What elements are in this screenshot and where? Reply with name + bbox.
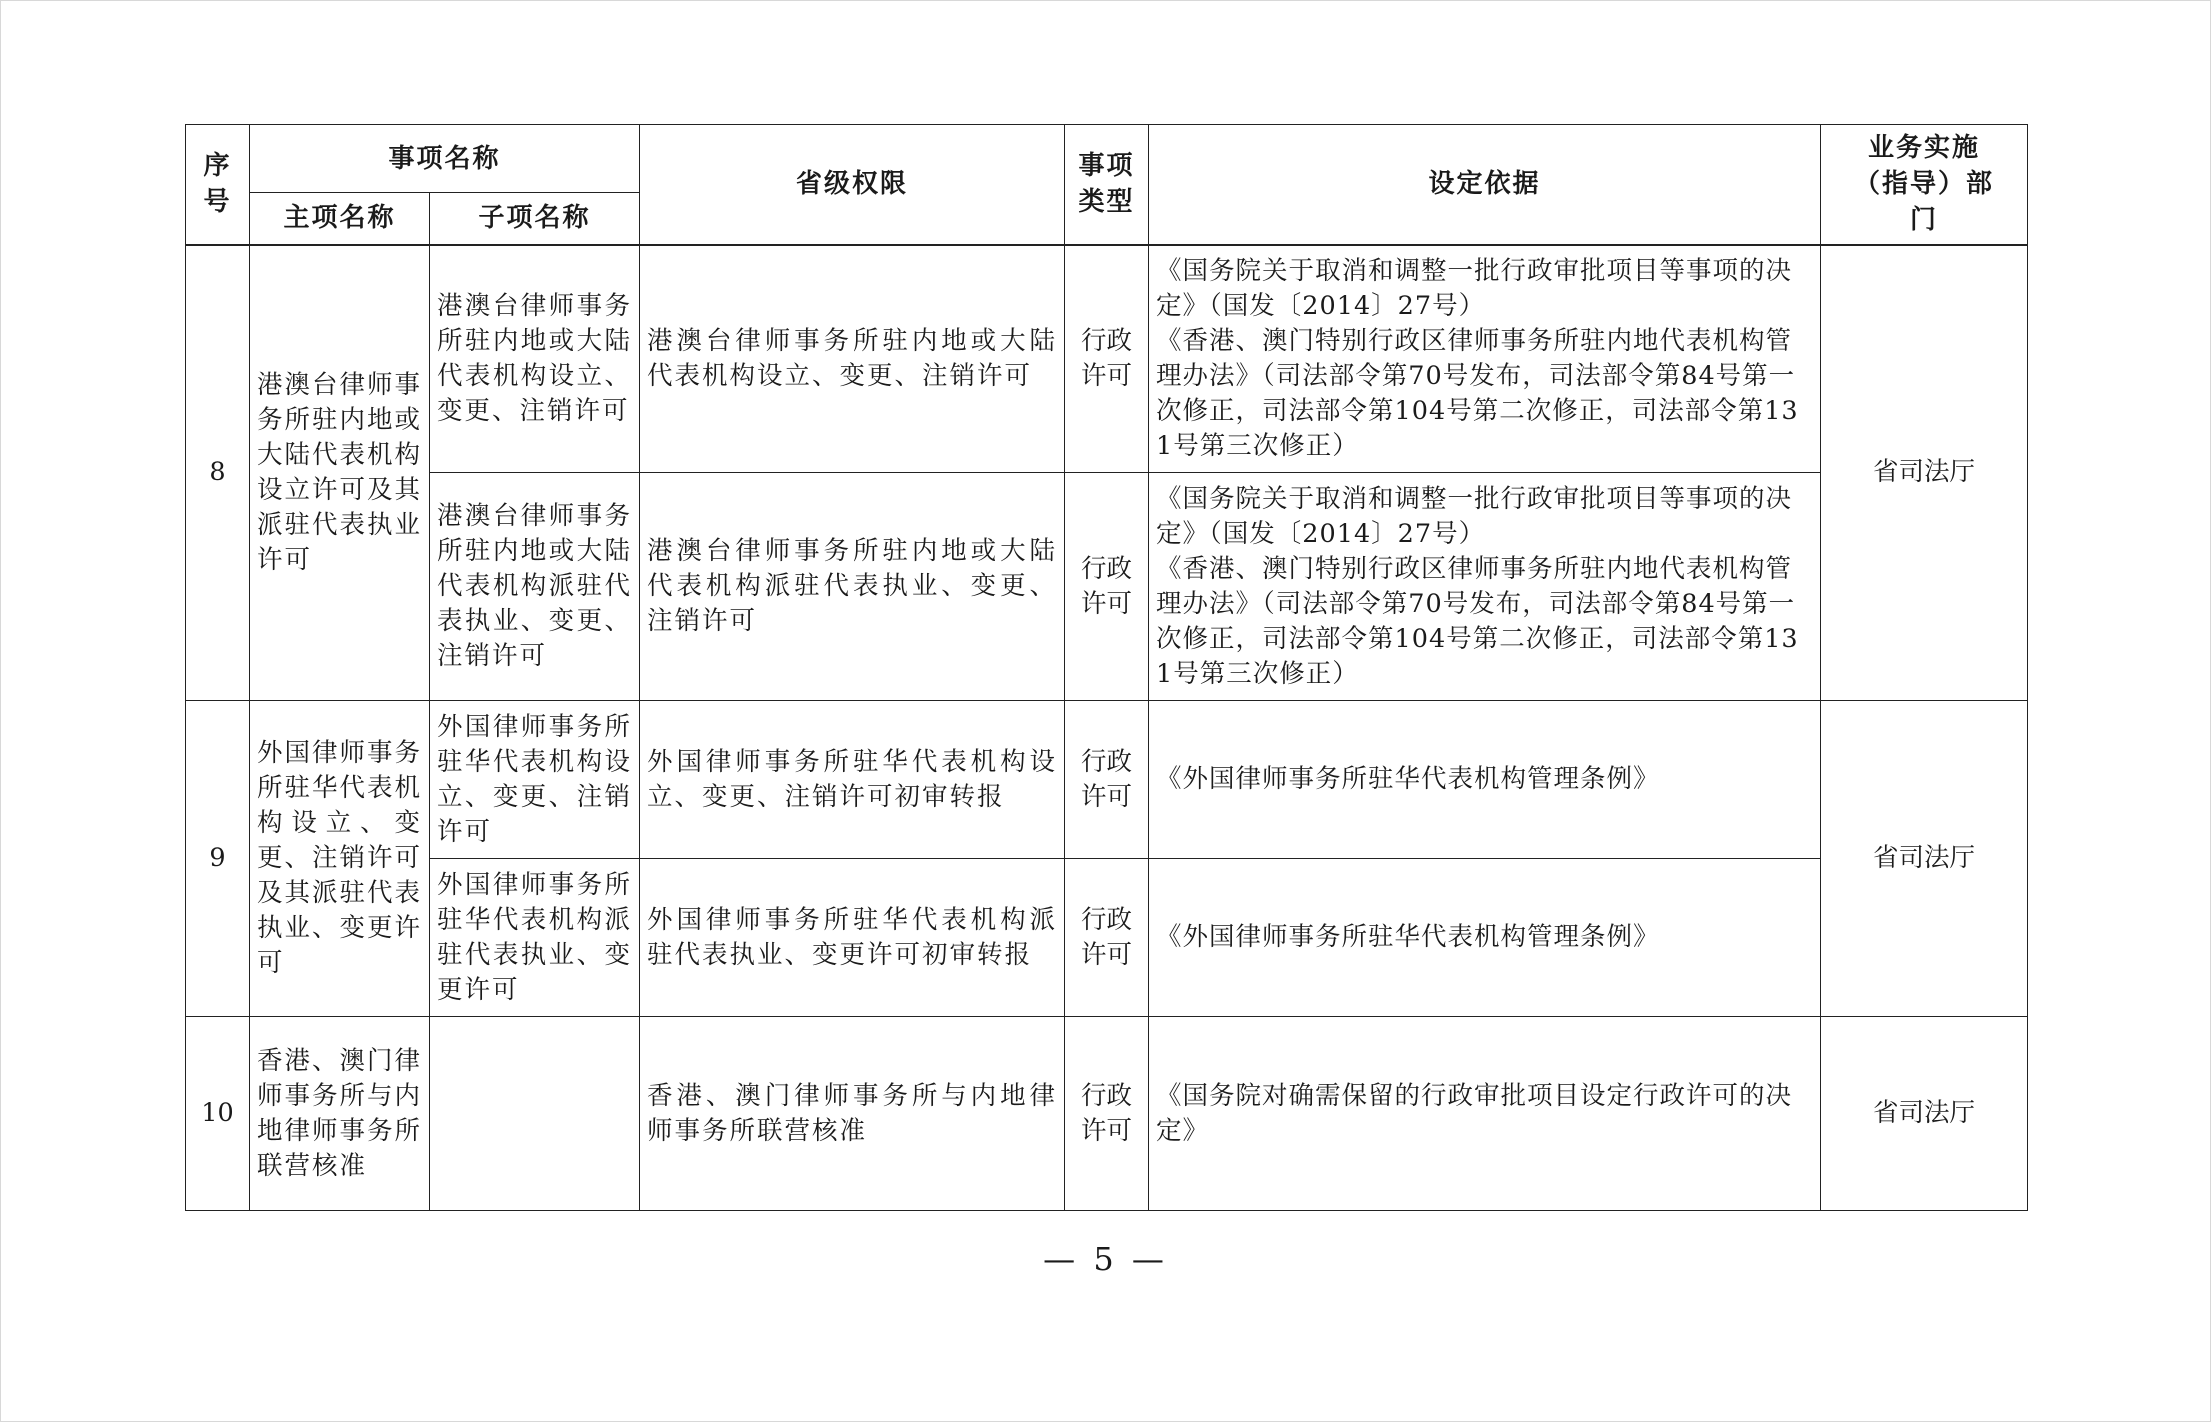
department-cell: 省司法厅 — [1821, 245, 2028, 701]
main-item-cell: 香港、澳门律师事务所与内地律师事务所联营核准 — [250, 1017, 430, 1211]
basis-cell: 《国务院对确需保留的行政审批项目设定行政许可的决定》 — [1149, 1017, 1821, 1211]
header-type: 事项类型 — [1065, 125, 1149, 245]
table-row — [186, 245, 2028, 473]
main-item-cell: 外国律师事务所驻华代表机构设立、变更、注销许可及其派驻代表执业、变更许可 — [250, 701, 430, 1017]
department-cell: 省司法厅 — [1821, 701, 2028, 1017]
table-row — [186, 859, 2028, 1017]
main-item-cell: 港澳台律师事务所驻内地或大陆代表机构设立许可及其派驻代表执业许可 — [250, 245, 430, 701]
department-cell: 省司法厅 — [1821, 1017, 2028, 1211]
sub-item-cell: 港澳台律师事务所驻内地或大陆代表机构派驻代表执业、变更、注销许可 — [430, 473, 640, 701]
row-seq: 8 — [186, 245, 250, 701]
header-authority: 省级权限 — [640, 125, 1065, 245]
table-row — [186, 1017, 2028, 1211]
authority-cell: 外国律师事务所驻华代表机构设立、变更、注销许可初审转报 — [640, 701, 1065, 859]
basis-line: 《国务院关于取消和调整一批行政审批项目等事项的决定》（国发〔2014〕27号） — [1156, 483, 1793, 549]
type-cell: 行政许可 — [1065, 473, 1149, 701]
header-department: 业务实施（指导）部门 — [1821, 125, 2028, 245]
basis-line: 《国务院关于取消和调整一批行政审批项目等事项的决定》（国发〔2014〕27号） — [1156, 255, 1793, 321]
sub-item-cell — [430, 1017, 640, 1211]
header-main-item: 主项名称 — [250, 193, 430, 245]
approval-items-table — [185, 124, 2028, 1211]
table-row — [186, 701, 2028, 859]
table-row — [186, 473, 2028, 701]
basis-cell — [1149, 245, 1821, 473]
authority-cell: 港澳台律师事务所驻内地或大陆代表机构派驻代表执业、变更、注销许可 — [640, 473, 1065, 701]
type-cell: 行政许可 — [1065, 245, 1149, 473]
authority-cell: 外国律师事务所驻华代表机构派驻代表执业、变更许可初审转报 — [640, 859, 1065, 1017]
sub-item-cell: 港澳台律师事务所驻内地或大陆代表机构设立、变更、注销许可 — [430, 245, 640, 473]
basis-line: 《香港、澳门特别行政区律师事务所驻内地代表机构管理办法》（司法部令第70号发布，司法部令第84号第一次修正，司法部令第104号第二次修正，司法部令第131号第三次修正） — [1156, 553, 1799, 689]
type-cell: 行政许可 — [1065, 1017, 1149, 1211]
authority-cell: 港澳台律师事务所驻内地或大陆代表机构设立、变更、注销许可 — [640, 245, 1065, 473]
row-seq: 9 — [186, 701, 250, 1017]
header-sub-item: 子项名称 — [430, 193, 640, 245]
sub-item-cell: 外国律师事务所驻华代表机构设立、变更、注销许可 — [430, 701, 640, 859]
page-number: — 5 — — [1043, 1240, 1168, 1278]
header-item-name: 事项名称 — [250, 125, 640, 193]
type-cell: 行政许可 — [1065, 701, 1149, 859]
header-basis: 设定依据 — [1149, 125, 1821, 245]
row-seq: 10 — [186, 1017, 250, 1211]
basis-cell: 《外国律师事务所驻华代表机构管理条例》 — [1149, 859, 1821, 1017]
header-seq: 序号 — [186, 125, 250, 245]
authority-cell: 香港、澳门律师事务所与内地律师事务所联营核准 — [640, 1017, 1065, 1211]
basis-cell: 《外国律师事务所驻华代表机构管理条例》 — [1149, 701, 1821, 859]
type-cell: 行政许可 — [1065, 859, 1149, 1017]
sub-item-cell: 外国律师事务所驻华代表机构派驻代表执业、变更许可 — [430, 859, 640, 1017]
basis-line: 《香港、澳门特别行政区律师事务所驻内地代表机构管理办法》（司法部令第70号发布，司法部令第84号第一次修正，司法部令第104号第二次修正，司法部令第131号第三次修正） — [1156, 325, 1799, 461]
basis-cell — [1149, 473, 1821, 701]
